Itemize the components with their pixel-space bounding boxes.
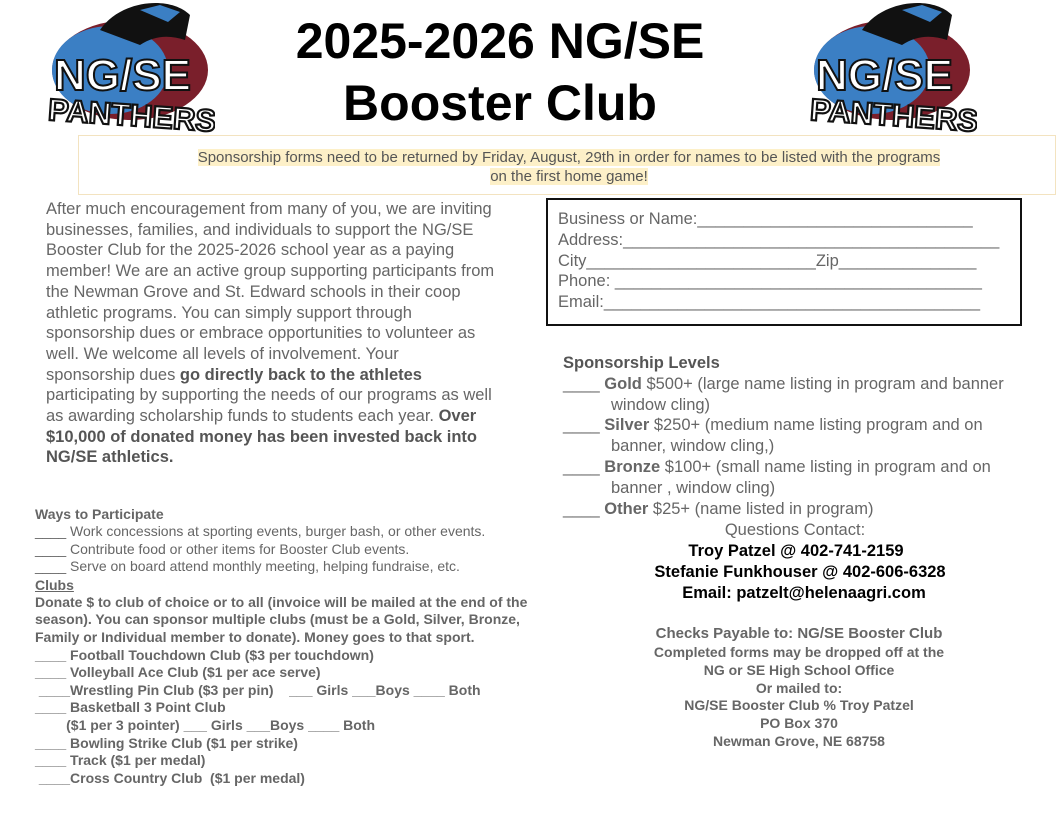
contact-stefanie: Stefanie Funkhouser @ 402-606-6328 — [654, 563, 946, 581]
questions-contact — [630, 520, 970, 604]
city-zip-field[interactable] — [558, 251, 1010, 272]
logo-right — [802, 0, 977, 135]
ways-to-participate — [35, 505, 565, 787]
title-line-2: Booster Club — [343, 75, 657, 131]
city-blank: _________________________ — [586, 251, 816, 270]
intro-line: the Newman Grove and St. Edward schools in their coop — [46, 282, 461, 301]
club-item[interactable]: ____ Volleyball Ace Club ($1 per ace serve) — [35, 664, 321, 681]
panthers-logo-icon — [40, 0, 215, 135]
level-blank: ____ — [563, 499, 605, 518]
checks-line: Newman Grove, NE 68758 — [713, 732, 885, 749]
intro-bold: go directly back to the athletes — [179, 365, 422, 384]
intro-line: well. We welcome all levels of involvement. Your — [46, 344, 399, 363]
intro-line: member! We are an active group supporting participants from — [46, 262, 495, 281]
checks-line: NG or SE High School Office — [703, 661, 895, 678]
contact-email: Email: patzelt@helenaagri.com — [682, 584, 926, 602]
checks-line: Completed forms may be dropped off at the — [653, 644, 945, 660]
level-bronze[interactable] — [563, 457, 1043, 478]
business-name-field[interactable]: Business or Name:______________________________ — [558, 210, 973, 228]
level-silver[interactable] — [563, 415, 1043, 436]
level-desc-cont: banner, window cling,) — [611, 437, 775, 456]
checks-line: Or mailed to: — [755, 679, 843, 696]
ways-item[interactable]: ____ Work concessions at sporting events, burger bash, or other events. — [35, 523, 486, 539]
ways-header: Ways to Participate — [35, 506, 164, 522]
title-line-1: 2025-2026 NG/SE — [295, 13, 705, 69]
intro-line: participating by supporting the needs of our programs as well — [46, 386, 492, 405]
zip-field: Zip_______________ — [815, 251, 977, 270]
level-blank: ____ — [563, 374, 605, 393]
intro-line: businesses, families, and individuals to support the NG/SE — [46, 220, 474, 239]
level-name: Gold — [604, 374, 642, 393]
ways-item[interactable]: ____ Contribute food or other items for Booster Club events. — [35, 540, 410, 557]
deadline-notice — [78, 135, 1056, 195]
svg-text:NG/SE: NG/SE — [816, 51, 953, 100]
level-gold[interactable] — [563, 374, 1043, 395]
level-desc: $25+ (name listed in program) — [648, 499, 874, 518]
checks-line: NG/SE Booster Club % Troy Patzel — [684, 697, 914, 714]
club-item[interactable]: ____Cross Country Club ($1 per medal) — [35, 769, 305, 786]
svg-text:NG/SE: NG/SE — [54, 51, 191, 100]
checks-line: PO Box 370 — [760, 715, 838, 732]
intro-bold: Over — [438, 407, 477, 426]
sponsor-info-form — [546, 198, 1022, 326]
level-desc: $500+ (large name listing in program and banner — [641, 374, 1004, 393]
club-item[interactable]: ____ Track ($1 per medal) — [35, 752, 206, 769]
level-desc: $250+ (medium name listing program and on — [649, 416, 983, 435]
notice-line-2: on the first home game! — [490, 168, 648, 185]
clubs-intro: Family or Individual member to donate). Money goes to that sport. — [35, 628, 475, 645]
intro-line: After much encouragement from many of you, we are inviting — [46, 200, 492, 218]
intro-bold: NG/SE athletics. — [46, 448, 174, 467]
contact-label: Questions Contact: — [724, 521, 866, 539]
intro-line — [46, 406, 526, 427]
logo-left — [40, 0, 215, 135]
level-desc-cont: window cling) — [611, 395, 711, 414]
notice-line-1: Sponsorship forms need to be returned by Friday, August, 29th in order for names to be listed with the programs — [197, 149, 941, 166]
checks-payable: Checks Payable to: NG/SE Booster Club — [655, 625, 943, 642]
panthers-logo-icon — [802, 0, 977, 135]
sponsorship-levels — [563, 353, 1043, 519]
email-field[interactable]: Email:_________________________________________ — [558, 293, 981, 312]
intro-line — [46, 365, 526, 386]
level-blank: ____ — [563, 457, 605, 476]
club-item[interactable]: ____Wrestling Pin Club ($3 per pin) ___ Girls ___Boys ____ Both — [35, 681, 481, 698]
levels-header: Sponsorship Levels — [563, 354, 720, 372]
clubs-intro: Donate $ to club of choice or to all (invoice will be mailed at the end of the — [35, 593, 528, 610]
intro-text: sponsorship dues — [46, 365, 180, 384]
clubs-intro: season). You can sponsor multiple clubs (must be a Gold, Silver, Bronze, — [35, 611, 520, 628]
address-field[interactable]: Address:_________________________________________ — [558, 230, 1000, 249]
page-title — [260, 10, 740, 134]
intro-paragraph — [46, 199, 526, 468]
clubs-header: Clubs — [35, 576, 74, 593]
intro-line: sponsorship dues or embrace opportunities to volunteer as — [46, 324, 476, 343]
payment-info — [640, 624, 958, 751]
club-item[interactable]: ($1 per 3 pointer) ___ Girls ___Boys ____ Both — [35, 716, 376, 733]
phone-field[interactable]: Phone: ________________________________________ — [558, 272, 982, 291]
contact-troy: Troy Patzel @ 402-741-2159 — [688, 542, 904, 560]
level-desc: $100+ (small name listing in program and on — [660, 457, 991, 476]
club-item[interactable]: ____ Bowling Strike Club ($1 per strike) — [35, 734, 298, 751]
level-name: Other — [604, 499, 649, 518]
intro-line — [46, 447, 526, 468]
level-desc-cont: banner , window cling) — [611, 478, 776, 497]
club-item[interactable]: ____ Basketball 3 Point Club — [35, 699, 226, 716]
intro-text: as awarding scholarship funds to students each year. — [46, 407, 439, 426]
ways-item[interactable]: ____ Serve on board attend monthly meeting, helping fundraise, etc. — [35, 558, 460, 575]
intro-bold: $10,000 of donated money has been invested back into — [46, 427, 477, 446]
level-other[interactable] — [563, 499, 1043, 520]
club-item[interactable]: ____ Football Touchdown Club ($3 per touchdown) — [35, 646, 374, 663]
level-name: Bronze — [604, 457, 661, 476]
intro-line — [46, 427, 526, 448]
svg-text:PANTHERS: PANTHERS — [46, 92, 215, 135]
intro-line: Booster Club for the 2025-2026 school year as a paying — [46, 241, 455, 260]
intro-line: athletic programs. You can simply support through — [46, 303, 412, 322]
level-name: Silver — [604, 416, 650, 435]
level-blank: ____ — [563, 416, 605, 435]
svg-text:PANTHERS: PANTHERS — [808, 92, 977, 135]
city-label: City — [558, 251, 587, 270]
